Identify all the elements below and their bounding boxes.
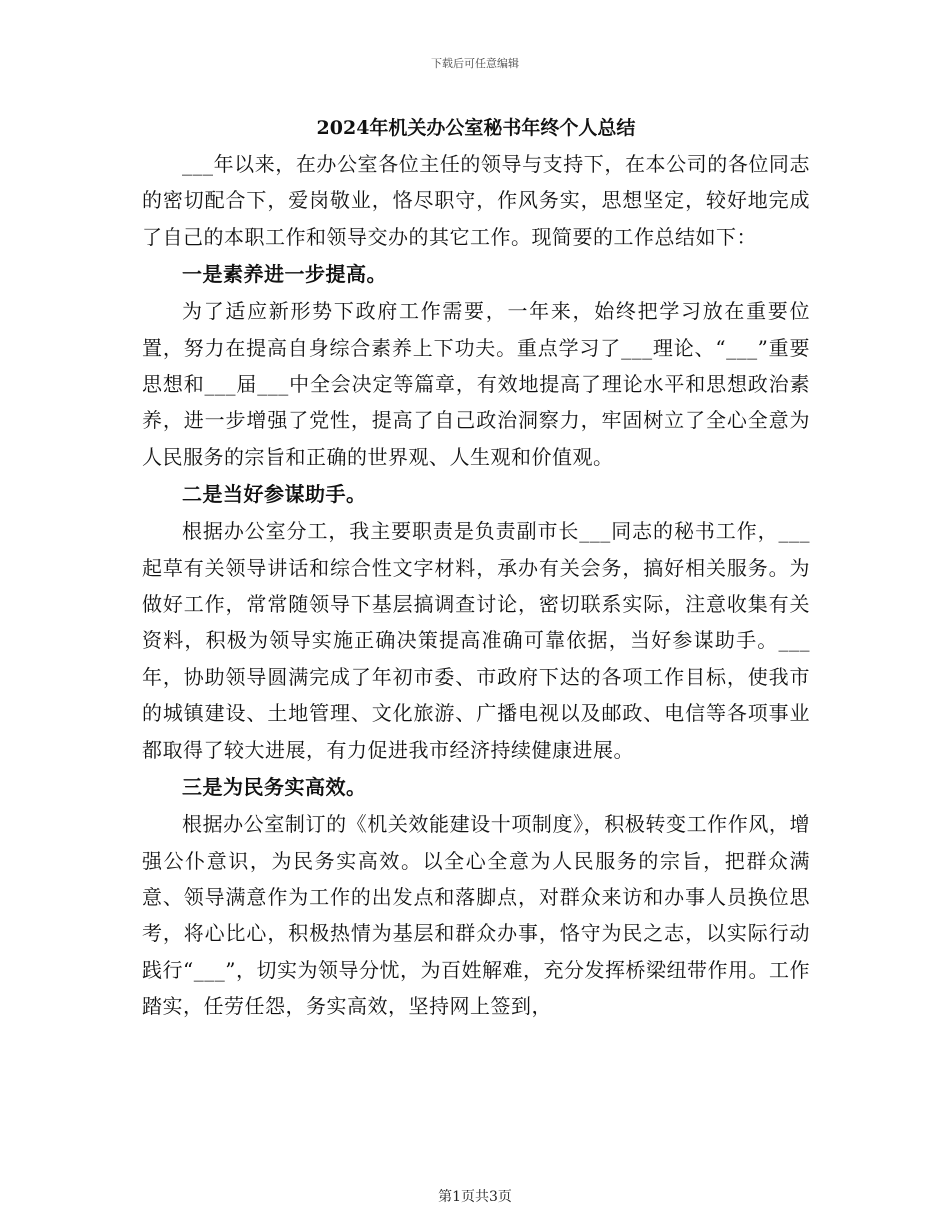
page-footer: 第1页共3页 — [438, 1189, 512, 1205]
section-2-heading: 二是当好参谋助手。 — [182, 482, 367, 507]
section-1-heading: 一是素养进一步提高。 — [182, 262, 387, 287]
document-body — [142, 110, 810, 1025]
page-header: 下载后可任意编辑 — [431, 57, 519, 70]
document-title: 2024年机关办公室秘书年终个人总结 — [316, 117, 636, 139]
intro-paragraph: ___年以来，在办公室各位主任的领导与支持下，在本公司的各位同志的密切配合下，爱岗敬业，恪尽职守，作风务实，思想坚定，较好地完成了自己的本职工作和领导交办的其它工作。现简要的工作总结如下： — [142, 152, 810, 249]
section-1-paragraph: 为了适应新形势下政府工作需要，一年来，始终把学习放在重要位置，努力在提高自身综合素养上下功夫。重点学习了___理论、“___”重要思想和___届___中全会决定等篇章，有效地提高了理论水平和思想政治素养，进一步增强了党性，提高了自己政治洞察力，牢固树立了全心全意为人民服务的宗旨和正确的世界观、人生观和价值观。 — [142, 299, 810, 469]
section-3-heading: 三是为民务实高效。 — [182, 775, 367, 800]
section-2-paragraph: 根据办公室分工，我主要职责是负责副市长___同志的秘书工作，___起草有关领导讲话和综合性文字材料，承办有关会务，搞好相关服务。为做好工作，常常随领导下基层搞调查讨论，密切联系实际，注意收集有关资料，积极为领导实施正确决策提高准确可靠依据，当好参谋助手。___年，协助领导圆满完成了年初市委、市政府下达的各项工作目标，使我市的城镇建设、土地管理、文化旅游、广播电视以及邮政、电信等各项事业都取得了较大进展，有力促进我市经济持续健康进展。 — [142, 519, 810, 762]
section-3-paragraph: 根据办公室制订的《机关效能建设十项制度》，积极转变工作作风，增强公仆意识，为民务实高效。以全心全意为人民服务的宗旨，把群众满意、领导满意作为工作的出发点和落脚点，对群众来访和办事人员换位思考，将心比心，积极热情为基层和群众办事，恪守为民之志，以实际行动践行“___”，切实为领导分忧，为百姓解难，充分发挥桥梁纽带作用。工作踏实，任劳任怨，务实高效，坚持网上签到， — [142, 812, 810, 1019]
